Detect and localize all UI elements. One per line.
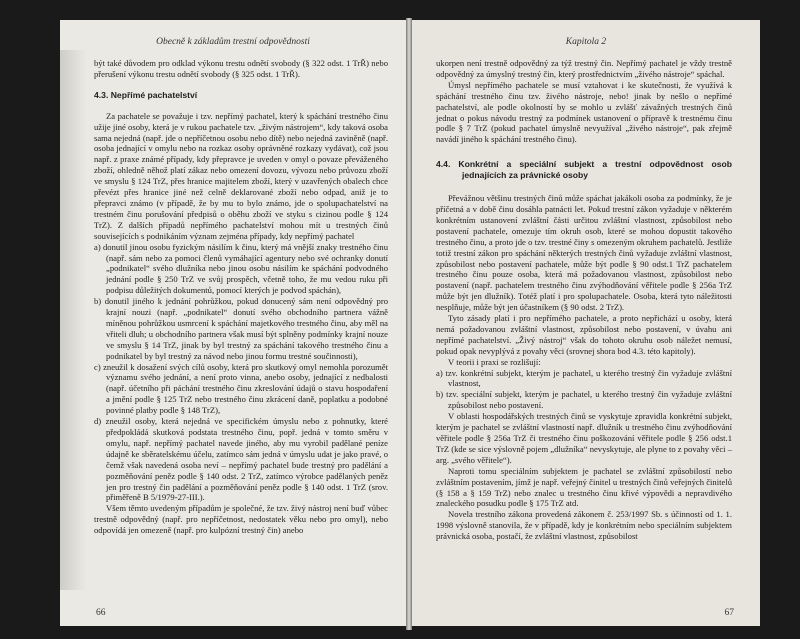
page-shadow	[60, 50, 86, 590]
section-heading: 4.3. Nepřímé pachatelství	[94, 89, 198, 100]
page-number-left: 66	[96, 608, 106, 618]
intro-paragraph: být také důvodem pro odklad výkonu trestu odnětí svobody (§ 322 odst. 1 TrŘ) nebo přerušení výkonu trestu odnětí svobody (§ 325 odst. 1 TrŘ).	[94, 58, 388, 79]
intro-paragraph: ukorpen není trestně odpovědný za týž trestný čin. Nepřímý pachatel je vždy trestně odpovědný za úmyslný trestný čin, který prostřednictvím „živého nástroje“ spáchal.	[436, 58, 732, 79]
running-header-right: Kapitola 2	[565, 37, 607, 47]
paragraph: Převážnou většinu trestných činů může spáchat jakákoli osoba za podmínky, že je příčetná a v době činu dosáhla patnácti let. Pokud trestní zákon vyžaduje v některém konkrétním ustanovení zvláštní části určitou zvláštní vlastnost, způsobilost nebo postavení pachatele, omezuje tím okruh osob, které se mohou dopustit takového trestného činu, a proto jde o tzv. trestné činy s omezeným okruhem pachatelů. Jestliže totiž trestní zákon pro spáchání některých trestných činů vyžaduje zvláštní vlastnost, způsobilost nebo postavení pachatele, může být podle § 90 odst.1 TrZ pachatelem trestného činu pouze osoba, která má požadovanou vlastnost, způsobilost nebo postavení (např. pachatelem trestného činu zvýhodňování věřitele podle § 256a TrZ může být jen dlužník). Totéž platí i pro spolupachatele. Osoba, která tyto náležitosti nesplňuje, může být jen účastníkem (§ 90 odst. 2 TrZ).	[436, 193, 732, 313]
running-header-left: Obecně k základům trestní odpovědnosti	[156, 37, 310, 47]
list-item: b) tzv. speciální subjekt, kterým je pachatel, u kterého trestný čin vyžaduje zvláštní způsobilost nebo postavení.	[436, 389, 732, 411]
list	[436, 368, 732, 412]
right-page	[412, 20, 760, 626]
paragraph: Novela trestního zákona provedená zákonem č. 253/1997 Sb. s účinností od 1. 1. 1998 výslovně stanovila, že v případě, kdy je konkrétním nebo speciálním subjektem právnická osoba, postačí, že zvláštní vlastnost, způsobilost	[436, 509, 732, 542]
list-item: c) zneužil k dosažení svých cílů osoby, která pro skutkový omyl nemohla porozumět významu svého jednání, a není proto vinna, anebo osoby, jednající z nedbalosti (např. účetního při páchání trestného činu zkreslování údajů o stavu hospodaření a jmění podle § 125 TrZ nebo trestného činu zkrácení daně, poplatku a podobné povinné platby podle § 148 TrZ),	[94, 361, 388, 416]
paragraph: Naproti tomu speciálním subjektem je pachatel se zvláštní způsobilostí nebo zvláštním postavením, jímž je např. veřejný činitel u trestných činů veřejných činitelů (§ 158 a § 159 TrZ) nebo znalec u trestného činu křivé výpovědi a nepravdivého znaleckého posudku podle § 175 TrZ atd.	[436, 465, 732, 509]
paragraph: Tyto zásady platí i pro nepřímého pachatele, a proto nepřichází u osoby, která nemá požadovanou zvláštní vlastnost, způsobilost nebo postavení, v úvahu ani nepřímé pachatelství. „Živý nástroj“ však do tohoto okruhu osob náležet nemusí, pokud opak nevyplývá z povahy věci (srovnej shora bod 4.3. této kapitoly).	[436, 313, 732, 356]
paragraph: Všem těmto uvedeným případům je společné, že tzv. živý nástroj není buď vůbec trestně odpovědný (např. pro nepříčetnost, nedostatek věku nebo pro omyl), nebo odpovídá jen omezeně (např. pro kulpózní trestný čin) anebo	[94, 503, 388, 536]
list	[94, 242, 388, 504]
section-heading: 4.4. Konkrétní a speciální subjekt a trestní odpovědnost osob jednajících za právnické osoby	[436, 159, 732, 181]
left-page-text	[94, 58, 388, 536]
paragraph: V oblasti hospodářských trestných činů se vyskytuje zpravidla konkrétní subjekt, kterým je pachatel se zvláštní vlastností např. dlužník u trestného činu zvýhodňování věřitele podle § 256a TrZ či trestného činu poškozování věřitele podle § 256 odst.1 TrZ (kde se sice výslovně pojem „dlužníka“ nevyskytuje, ale plyne to z povahy věci – arg. „svého věřitele“).	[436, 411, 732, 465]
list-item: d) zneužil osoby, která nejedná ve specifickém úmyslu nebo z pohnutky, které předpokládá skutková podstata trestného činu, popř. jedná v tomto směru v omylu, např. nepřímý pachatel navede jiného, aby mu vyrobil padělané peníze údajně ke sběratelskému účelu, zatímco sám jedná v úmyslu udat je jako pravé, o čemž však navedená osoba neví – nepřímý pachatel bude trestný pro padělání a pozměňování peněz podle § 140 odst. 2 TrZ, zatímco výrobce padělaných peněz jen pro trestný čin padělání a pozměňování peněz podle § 140 odst. 1 TrZ (srov. přiměřeně B 5/1979-27-III.).	[94, 416, 388, 503]
right-page-text	[436, 58, 732, 542]
page-number-right: 67	[724, 608, 734, 618]
paragraph: Úmysl nepřímého pachatele se musí vztahovat i ke skutečnosti, že využívá k spáchání trestného činu tzv. živého nástroje, nebo! jinak by nešlo o nepřímé pachatelství, ale podle okolností by se mohlo u zvlášť závažných trestných činů jednat o pokus návodu trestný za podmínek ustanovení o přípravě k trestnému činu podle § 7 TrZ (pokud pachatel úmyslně nevyužíval „živého nástroje“, pak zřejmě navádí jiného k spáchání trestného činu).	[436, 79, 732, 145]
paragraph: V teorii i praxi se rozlišují:	[448, 356, 541, 367]
list-item: a) donutil jinou osobu fyzickým násilím k činu, který má vnější znaky trestného činu (např. sám nebo za pomoci členů vymáhající agentury nebo své ochranky donutí „podnikatel“ svého dlužníka nebo jinou osobu násilím ke spáchání podvodného jednání podle § 250 TrZ ve svůj prospěch, včetně toho, že mu vedou ruku při podpisu důležitých dokumentů, pomocí kterých je podvod spáchán),	[94, 241, 388, 296]
left-page	[60, 20, 406, 626]
list-item: a) tzv. konkrétní subjekt, kterým je pachatel, u kterého trestný čin vyžaduje zvláštní vlastnost,	[436, 367, 732, 389]
paragraph: Za pachatele se považuje i tzv. nepřímý pachatel, který k spáchání trestného činu užije jiné osoby, která je v rukou pachatele tzv. „živým nástrojem“, kdy taková osoba sama nejedná (např. jde o nepříčetnou osobu nebo dítě) nebo nejedná zaviněně (např. osoba jednající v omylu nebo na rozkaz osoby oprávněné rozkazy vydávat), což jsou např. z praxe známé případy, kdy přepravce je uveden v omyl o povaze převáženého zboží, ohledně něhož platí zákaz nebo omezení dovozu, vývozu nebo průvozu zboží ve smyslu § 124 TrZ, přes hranice majitelem zboží, který v uzavřených obalech chce převézt přes hranice jiné než celně deklarované zboží nebo odpad, aniž je to přepravci známo (v případě, že by mu to bylo známo, jde o spolupachatelství na trestném činu porušování předpisů o oběhu zboží ve styku s cizinou podle § 124 TrZ). Z dalších případů nepřímého pachatelství mohou mít u trestných činů souvisejících s podnikáním význam zejména případy, kdy nepřímý pachatel	[94, 110, 388, 241]
list-item: b) donutil jiného k jednání pohrůžkou, pokud donucený sám není odpovědný pro krajní nouzi (např. „podnikatel“ donutí svého obchodního partnera vážně míněnou pohrůžkou usmrcení k spáchání majetkového trestného činu, aby měl na vřiteli dluh; u obchodního partnera však musí být splněny podmínky krajní nouze ve smyslu § 14 TrZ, jinak by byl trestný za spáchání takového trestného činu a podnikatel by byl trestný za návod nebo jinou formu trestné součinnosti),	[94, 296, 388, 361]
